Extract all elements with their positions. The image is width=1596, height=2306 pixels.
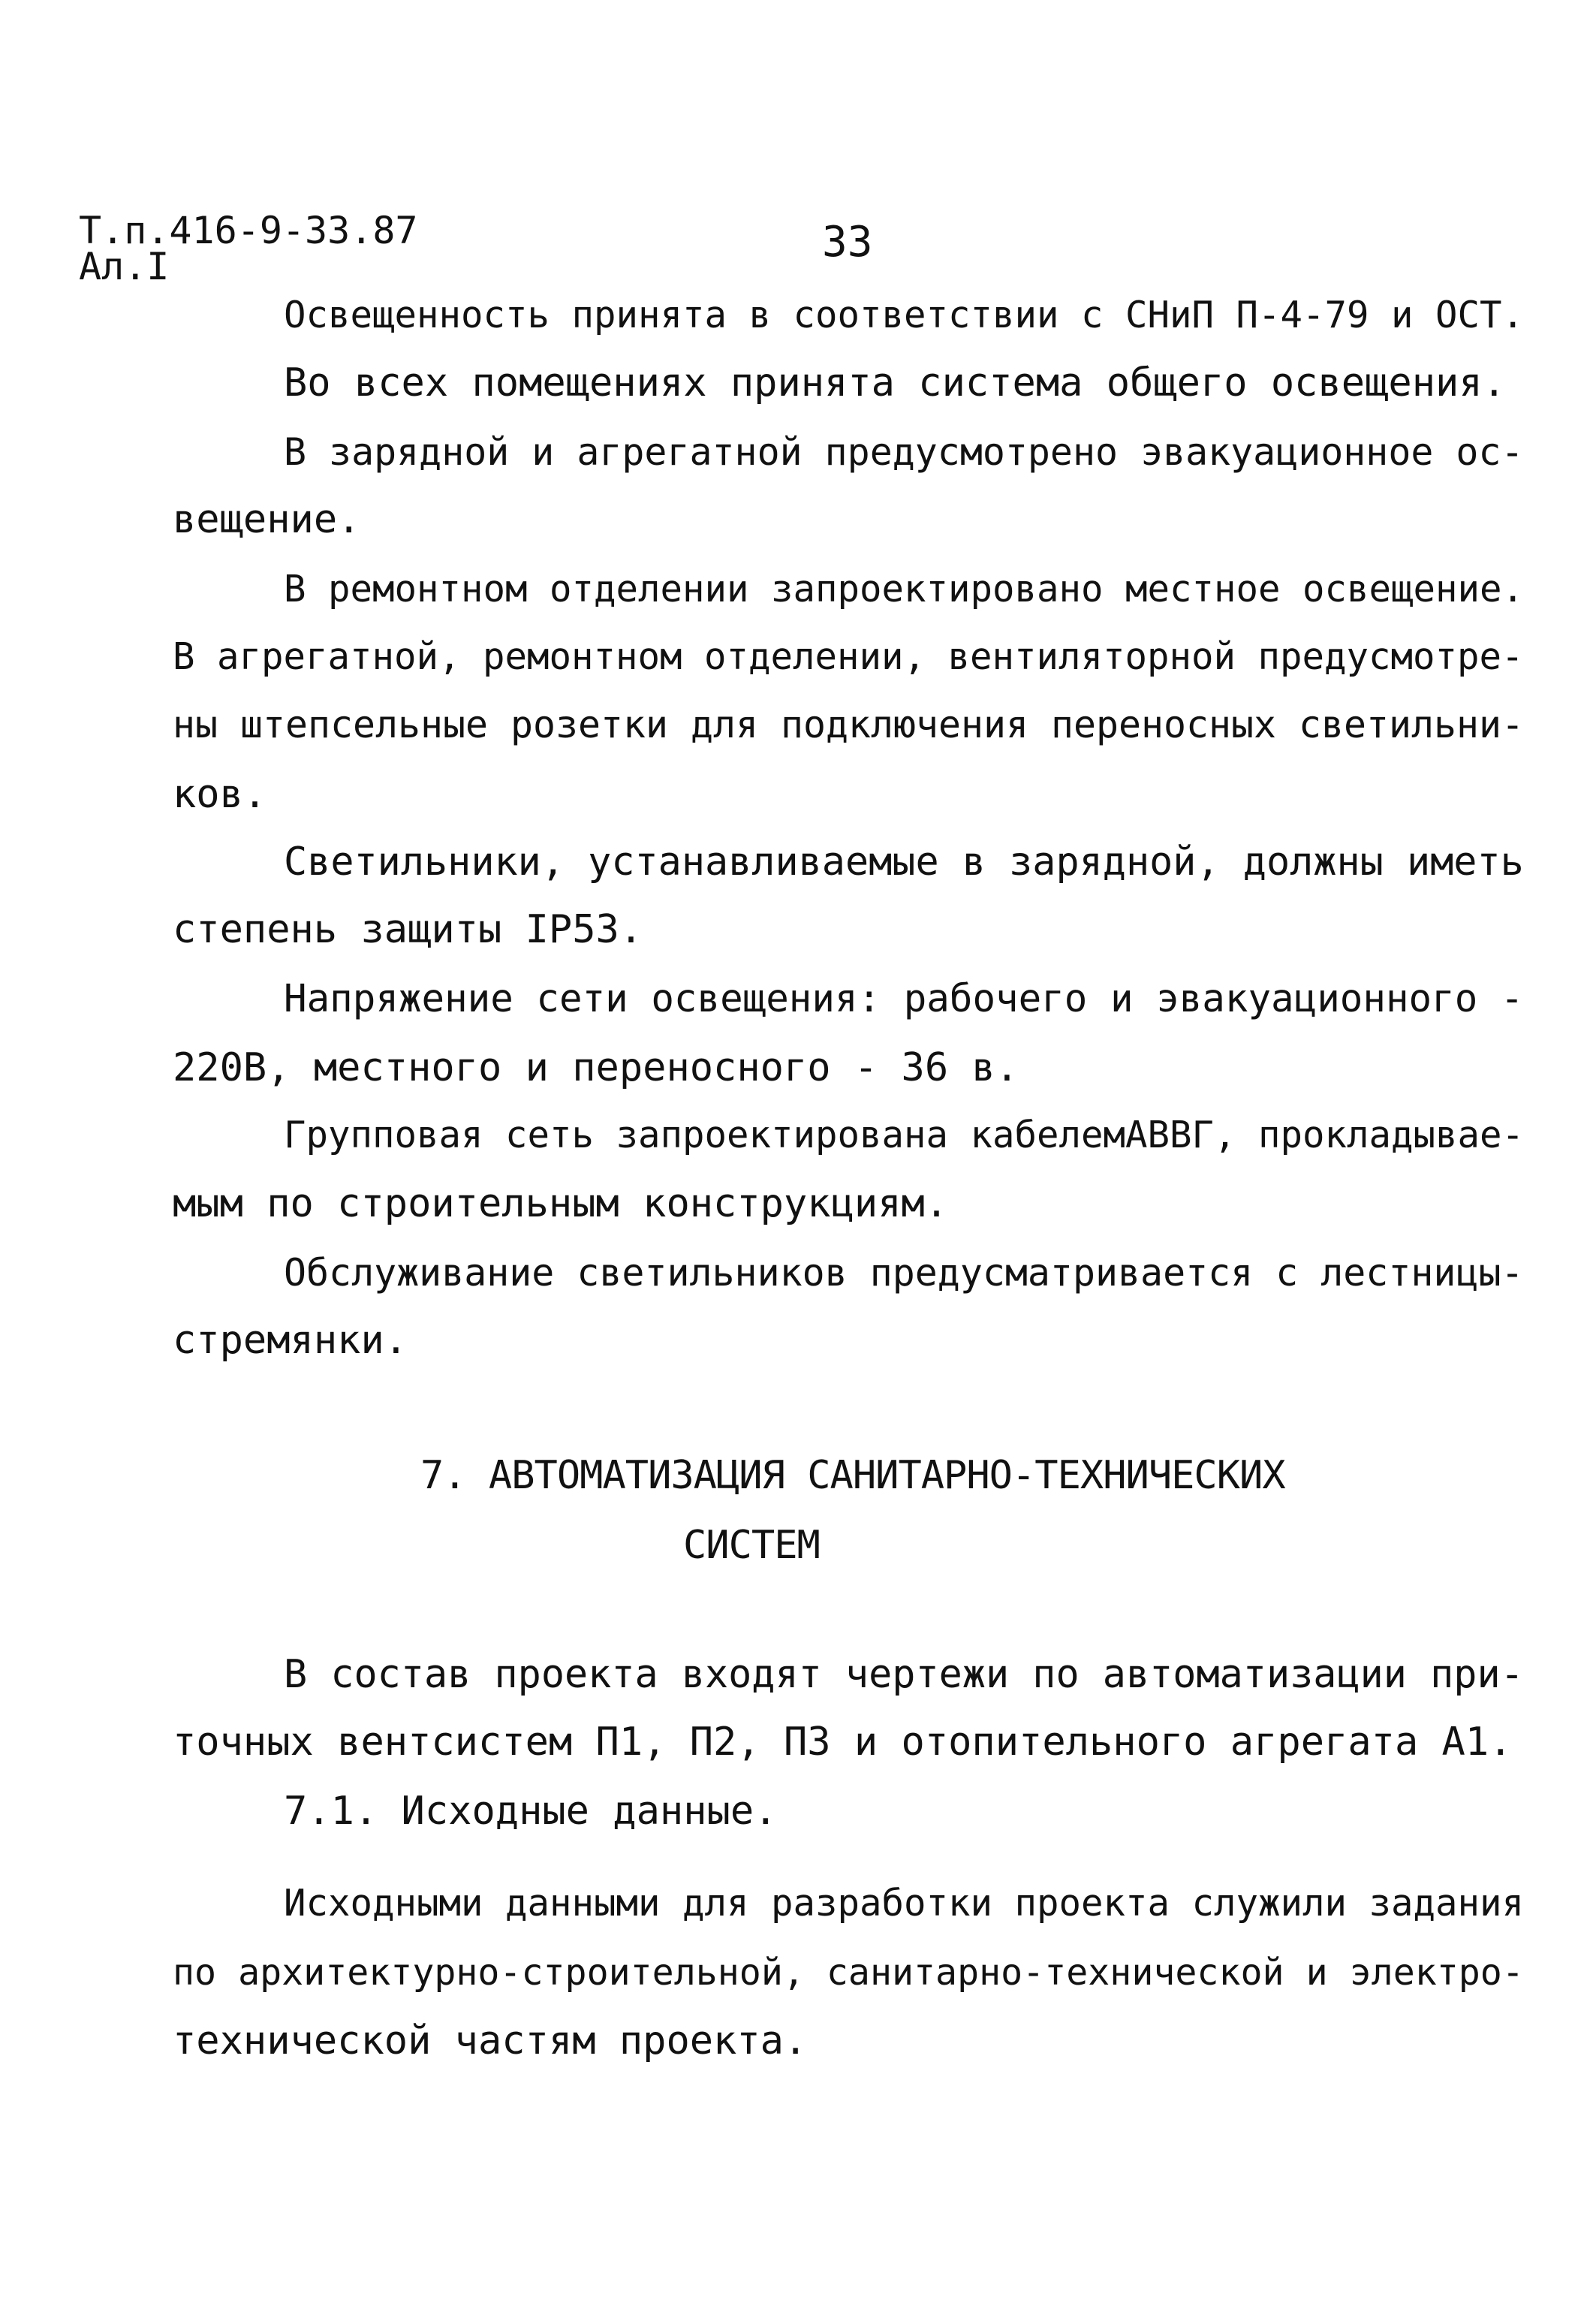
- text-line: Напряжение сети освещения: рабочего и эвакуационного -: [284, 976, 1524, 1020]
- text-line: В зарядной и агрегатной предусмотрено эвакуационное ос-: [284, 430, 1524, 474]
- text-line: точных вентсистем П1, П2, П3 и отопительного агрегата А1.: [173, 1720, 1513, 1765]
- album-number: Ал.I: [79, 245, 170, 288]
- text-line: ков.: [173, 772, 267, 817]
- text-line: Обслуживание светильников предусматривается с лестницы-: [284, 1251, 1524, 1295]
- text-line: технической частям проекта.: [173, 2018, 808, 2063]
- text-line: стремянки.: [173, 1318, 408, 1363]
- text-line: Групповая сеть запроектирована кабелемАВВГ, прокладывае-: [284, 1114, 1525, 1156]
- text-line: В ремонтном отделении запроектировано местное освещение.: [284, 568, 1525, 610]
- text-line: мым по строительным конструкциям.: [173, 1181, 949, 1226]
- text-line: В агрегатной, ремонтном отделении, вентиляторной предусмотре-: [173, 635, 1524, 678]
- text-line: ны штепсельные розетки для подключения переносных светильни-: [173, 703, 1524, 746]
- text-line: Исходными данными для разработки проекта служили задания: [284, 1882, 1525, 1925]
- page-number: 33: [822, 218, 873, 267]
- section-heading: 7. АВТОМАТИЗАЦИЯ САНИТАРНО-ТЕХНИЧЕСКИХ: [420, 1453, 1285, 1498]
- subsection-title: 7.1. Исходные данные.: [284, 1789, 778, 1834]
- text-line: В состав проекта входят чертежи по автоматизации при-: [284, 1652, 1524, 1697]
- text-line: степень защиты IP53.: [173, 907, 643, 952]
- text-line: 220В, местного и переносного - 36 в.: [173, 1045, 1019, 1090]
- text-line: Светильники, устанавливаемые в зарядной, должны иметь: [284, 840, 1524, 885]
- text-line: Во всех помещениях принята система общего освещения.: [284, 360, 1506, 405]
- text-line: по архитектурно-строительной, санитарно-технической и электро-: [173, 1952, 1524, 1994]
- text-line: Освещенность принята в соответствии с СНиП П-4-79 и ОСТ.: [284, 294, 1525, 336]
- document-code: Т.п.416-9-33.87: [79, 209, 418, 252]
- section-heading-cont: СИСТЕМ: [683, 1523, 820, 1568]
- text-line: вещение.: [173, 497, 361, 542]
